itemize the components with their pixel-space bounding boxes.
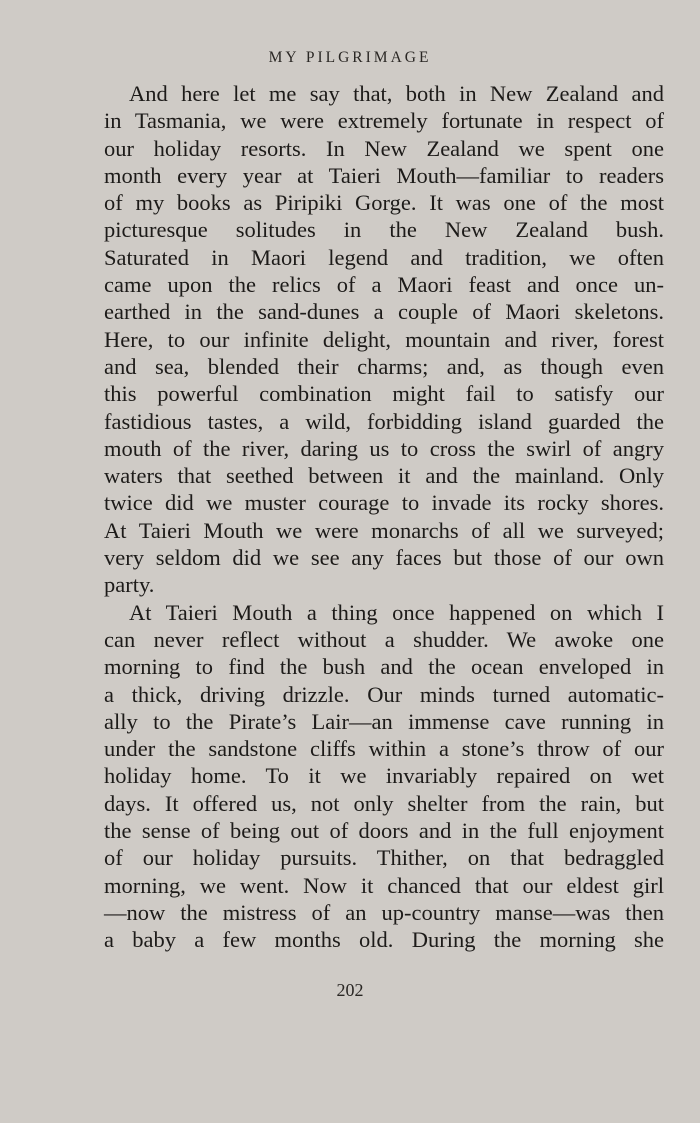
text-line: a thick, driving drizzle. Our minds turned automatic- xyxy=(104,681,664,707)
text-line: morning to find the bush and the ocean enveloped in xyxy=(104,654,664,680)
text-line: Saturated in Maori legend and tradition, we often xyxy=(104,244,664,270)
text-line: the sense of being out of doors and in the full enjoyment xyxy=(104,818,664,844)
text-line: picturesque solitudes in the New Zealand bush. xyxy=(104,217,664,243)
text-line: a baby a few months old. During the morning she xyxy=(104,927,664,953)
text-line: ally to the Pirate’s Lair—an immense cave running in xyxy=(104,708,664,734)
text-line: Here, to our infinite delight, mountain and river, forest xyxy=(104,326,664,352)
text-line: earthed in the sand-dunes a couple of Maori skeletons. xyxy=(104,299,664,325)
text-line: month every year at Taieri Mouth—familiar to readers xyxy=(104,162,664,188)
text-line: in Tasmania, we were extremely fortunate in respect of xyxy=(104,108,664,134)
text-line: fastidious tastes, a wild, forbidding island guarded the xyxy=(104,408,664,434)
text-line: At Taieri Mouth a thing once happened on which I xyxy=(129,599,664,625)
text-line: —now the mistress of an up-country manse—was then xyxy=(104,899,664,925)
text-line: can never reflect without a shudder. We awoke one xyxy=(104,626,664,652)
text-line: morning, we went. Now it chanced that our eldest girl xyxy=(104,872,664,898)
text-line: party. xyxy=(104,572,155,598)
page-number: 202 xyxy=(336,980,364,1000)
body-text xyxy=(104,80,664,954)
text-line: of my books as Piripiki Gorge. It was one of the most xyxy=(104,190,664,216)
text-line: this powerful combination might fail to satisfy our xyxy=(104,381,664,407)
text-line: under the sandstone cliffs within a stone’s throw of our xyxy=(104,736,664,762)
text-line: and sea, blended their charms; and, as though even xyxy=(104,353,664,379)
text-line: At Taieri Mouth we were monarchs of all we surveyed; xyxy=(104,517,664,543)
text-line: came upon the relics of a Maori feast and once un- xyxy=(104,272,664,298)
text-line: of our holiday pursuits. Thither, on that bedraggled xyxy=(104,845,664,871)
running-head: MY PILGRIMAGE xyxy=(268,49,432,66)
text-line: very seldom did we see any faces but those of our own xyxy=(104,545,664,571)
text-line: our holiday resorts. In New Zealand we spent one xyxy=(104,135,664,161)
text-line: And here let me say that, both in New Zealand and xyxy=(129,81,664,106)
text-line: twice did we muster courage to invade its rocky shores. xyxy=(104,490,664,516)
text-line: holiday home. To it we invariably repaired on wet xyxy=(104,763,664,789)
text-line: days. It offered us, not only shelter from the rain, but xyxy=(104,790,664,816)
text-line: mouth of the river, daring us to cross the swirl of angry xyxy=(104,435,664,461)
text-line: waters that seethed between it and the mainland. Only xyxy=(104,463,664,489)
